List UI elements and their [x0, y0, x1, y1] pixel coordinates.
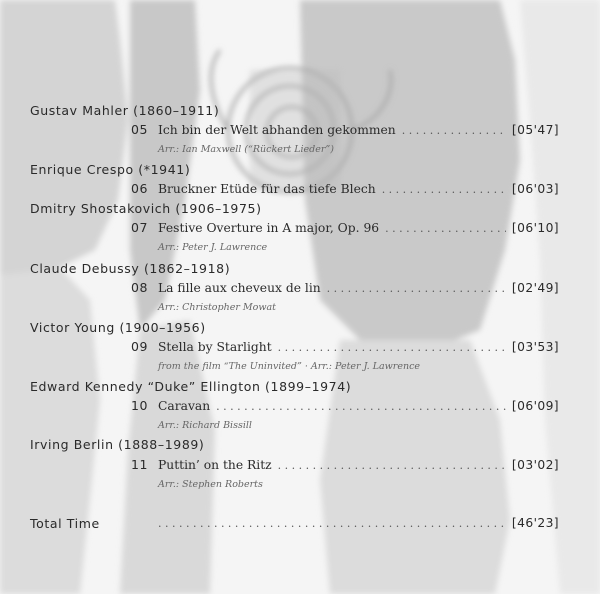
composer-heading: Victor Young (1900–1956): [30, 320, 206, 335]
dot-leader: [278, 459, 506, 472]
composer-heading: Claude Debussy (1862–1918): [30, 261, 231, 276]
arrangement-note: from the film “The Uninvited” · Arr.: Peter J. Lawrence: [158, 361, 421, 372]
dot-leader: [158, 517, 506, 530]
track-row: [131, 122, 559, 140]
track-duration: [06'09]: [511, 399, 559, 413]
track-number: 10: [131, 398, 148, 413]
track-number: 05: [131, 122, 148, 137]
track-row: [131, 280, 559, 298]
dot-leader: [382, 183, 506, 196]
total-time-row: [158, 516, 559, 534]
track-number: 08: [131, 280, 148, 295]
arrangement-note: Arr.: Peter J. Lawrence: [158, 242, 268, 253]
track-number: 06: [131, 181, 148, 196]
track-title: Puttin’ on the Ritz: [158, 458, 272, 472]
track-duration: [06'03]: [511, 182, 559, 196]
track-number: 11: [131, 457, 148, 472]
track-duration: [03'02]: [511, 458, 559, 472]
track-duration: [06'10]: [511, 221, 559, 235]
track-title: Stella by Starlight: [158, 340, 272, 354]
dot-leader: [327, 282, 506, 295]
arrangement-note: Arr.: Stephen Roberts: [158, 479, 263, 490]
track-title: Bruckner Etüde für das tiefe Blech: [158, 182, 376, 196]
total-time-label: Total Time: [30, 516, 100, 531]
track-row: [131, 457, 559, 475]
composer-heading: Irving Berlin (1888–1989): [30, 437, 205, 452]
dot-leader: [385, 222, 506, 235]
dot-leader: [216, 400, 506, 413]
composer-heading: Dmitry Shostakovich (1906–1975): [30, 201, 262, 216]
track-duration: [05'47]: [511, 123, 559, 137]
track-title: Caravan: [158, 399, 211, 413]
total-time-duration: [46'23]: [511, 516, 559, 530]
track-duration: [02'49]: [511, 281, 559, 295]
composer-heading: Enrique Crespo (*1941): [30, 162, 191, 177]
dot-leader: [402, 124, 506, 137]
track-title: La fille aux cheveux de lin: [158, 281, 321, 295]
arrangement-note: Arr.: Ian Maxwell (“Rückert Lieder”): [158, 144, 334, 155]
track-row: [131, 181, 559, 199]
track-title: Festive Overture in A major, Op. 96: [158, 221, 380, 235]
arrangement-note: Arr.: Richard Bissill: [158, 420, 252, 431]
track-row: [131, 220, 559, 238]
composer-heading: Gustav Mahler (1860–1911): [30, 103, 220, 118]
arrangement-note: Arr.: Christopher Mowat: [158, 302, 276, 313]
composer-heading: Edward Kennedy “Duke” Ellington (1899–1974): [30, 379, 352, 394]
dot-leader: [278, 341, 506, 354]
track-row: [131, 339, 559, 357]
track-duration: [03'53]: [511, 340, 559, 354]
track-number: 07: [131, 220, 148, 235]
track-number: 09: [131, 339, 148, 354]
track-title: Ich bin der Welt abhanden gekommen: [158, 123, 396, 137]
track-row: [131, 398, 559, 416]
